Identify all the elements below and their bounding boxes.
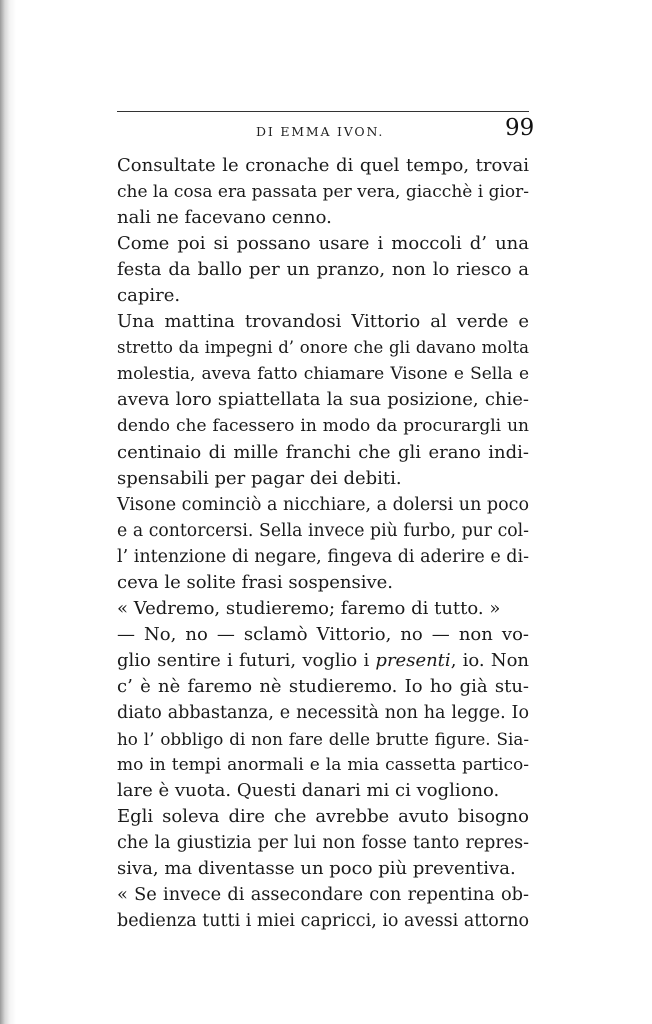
text-line: Come poi si possano usare i moccoli d’ una [117, 233, 529, 255]
text-line: mo in tempi anormali e la mia cassetta partico- [117, 755, 529, 776]
text-line: Egli soleva dire che avrebbe avuto bisogno [117, 806, 529, 828]
text-line: lare è vuota. Questi danari mi ci vogliono. [117, 780, 500, 802]
page-number: 99 [505, 115, 535, 141]
italic-word: presenti [375, 649, 451, 671]
text-line: festa da ballo per un pranzo, non lo riesco a [117, 259, 529, 281]
text-run: glio sentire i futuri, voglio i [117, 649, 376, 671]
text-line: Consultate le cronache di quel tempo, trovai [117, 155, 529, 176]
text-line: Una mattina trovandosi Vittorio al verde e [117, 311, 529, 333]
text-line: centinaio di mille franchi che gli erano indi- [117, 441, 529, 463]
text-run: , io. Non [450, 649, 530, 671]
text-line: capire. [117, 285, 181, 307]
text-line: bedienza tutti i miei capricci, io avessi attorno [117, 911, 530, 932]
text-line: stretto da impegni d’ onore che gli davano molta [117, 338, 529, 358]
text-line: e a contorcersi. Sella invece più furbo, pur col- [117, 520, 529, 541]
text-line: dendo che facessero in modo da procurargli un [117, 416, 529, 437]
text-line: che la giustizia per lui non fosse tanto repres- [117, 833, 529, 854]
text-line: che la cosa era passata per vera, giacchè i gior- [117, 182, 530, 203]
text-line: spensabili per pagar dei debiti. [117, 467, 402, 489]
text-line: « Vedremo, studieremo; faremo di tutto. » [117, 597, 501, 619]
running-head: DI EMMA IVON. [256, 124, 385, 139]
text-line: l’ intenzione di negare, fingeva di aderire e di- [117, 546, 529, 567]
body-text [117, 153, 529, 934]
text-line: « Se invece di assecondare con repentina ob- [117, 885, 529, 906]
text-line: c’ è nè faremo nè studieremo. Io ho già stu- [117, 675, 529, 697]
text-line: Visone cominciò a nicchiare, a dolersi un poco [117, 494, 529, 515]
text-line: nali ne facevano cenno. [117, 207, 332, 229]
page-left-edge-shadow [0, 0, 16, 1024]
text-line: molestia, aveva fatto chiamare Visone e Sella e [117, 364, 529, 385]
text-line: aveva loro spiattellata la sua posizione, chie- [117, 389, 529, 411]
text-line: — No, no — sclamò Vittorio, no — non vo- [117, 623, 529, 645]
header-rule [117, 111, 529, 112]
text-line: ho l’ obbligo di non fare delle brutte figure. Sia- [117, 729, 529, 750]
text-line [117, 648, 529, 674]
text-line: diato abbastanza, e necessità non ha legge. Io [117, 702, 529, 723]
text-line: ceva le solite frasi sospensive. [117, 571, 394, 593]
text-line: siva, ma diventasse un poco più preventiva. [117, 858, 516, 880]
